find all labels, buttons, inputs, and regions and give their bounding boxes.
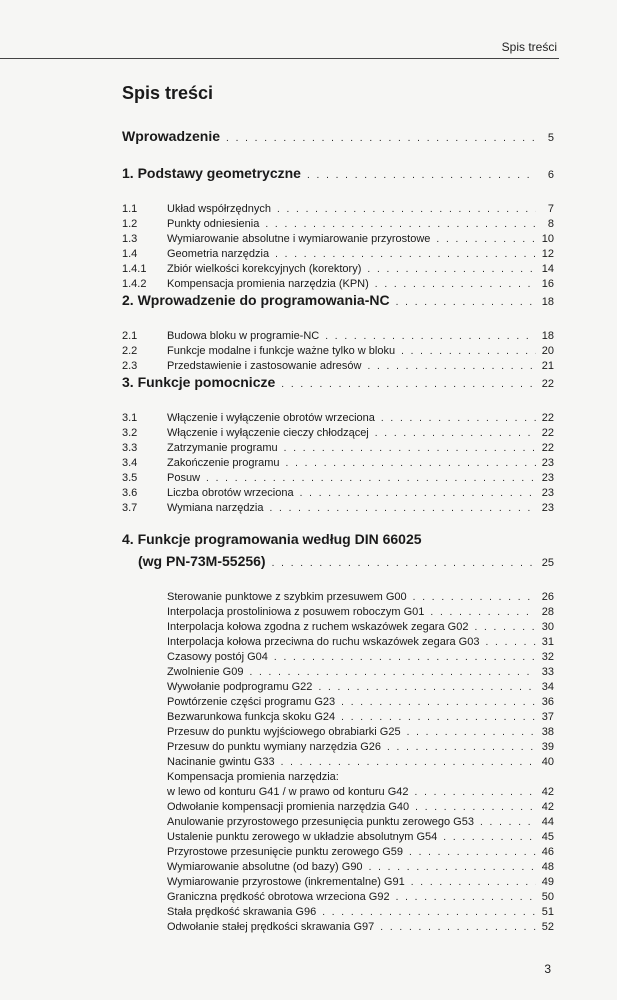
toc-page-number: 21	[541, 360, 554, 372]
toc-leader	[411, 875, 536, 890]
toc-leader	[367, 262, 536, 277]
toc-entry	[122, 620, 554, 635]
toc-entry	[122, 232, 554, 247]
toc-entry	[122, 800, 554, 815]
toc-leader	[396, 890, 536, 905]
toc-page-number: 16	[541, 278, 554, 290]
toc-entry	[122, 262, 554, 277]
toc-entry	[122, 605, 554, 620]
toc-leader	[375, 277, 536, 292]
toc-entry	[122, 845, 554, 860]
toc-section-number: 1.1	[122, 203, 138, 215]
toc-entry-label: Powtórzenie części programu G23	[167, 696, 336, 708]
toc-entry	[122, 635, 554, 650]
toc-entry-label: Wymiarowanie absolutne i wymiarowanie przyrostowe	[167, 233, 431, 245]
toc-page-number: 18	[541, 296, 554, 308]
header-rule	[0, 58, 559, 59]
toc-entry-label: Odwołanie kompensacji promienia narzędzia G40	[167, 801, 410, 813]
toc-entry	[122, 875, 554, 890]
toc-entry	[122, 344, 554, 359]
toc-entry-label: Anulowanie przyrostowego przesunięcia punktu zerowego G53	[167, 816, 474, 828]
toc-page-number: 34	[541, 681, 554, 693]
toc-entry-label: Bezwarunkowa funkcja skoku G24	[167, 711, 336, 723]
toc-leader	[409, 845, 536, 860]
toc-leader	[272, 558, 536, 569]
toc-page-number: 38	[541, 726, 554, 738]
toc-leader	[380, 920, 536, 935]
toc-entry-label: Punkty odniesienia	[167, 218, 260, 230]
toc-entry	[122, 920, 554, 935]
toc-entry	[122, 905, 554, 920]
toc-page-number: 39	[541, 741, 554, 753]
toc-entry	[122, 890, 554, 905]
toc-page-number: 33	[541, 666, 554, 678]
toc-entry	[122, 426, 554, 441]
toc-entry-label: Stała prędkość skrawania G96	[167, 906, 317, 918]
toc-page-number: 46	[541, 846, 554, 858]
toc-entry-label: Odwołanie stałej prędkości skrawania G97	[167, 921, 375, 933]
toc-chapter-label: 4. Funkcje programowania według DIN 66025	[122, 531, 422, 547]
toc-leader	[396, 297, 536, 308]
toc-spacer	[122, 516, 554, 531]
toc-leader	[277, 202, 536, 217]
toc-page-number: 5	[547, 132, 554, 144]
toc-page-number: 36	[541, 696, 554, 708]
toc-page-number: 28	[541, 606, 554, 618]
toc-page-number: 22	[541, 427, 554, 439]
toc-entry-label: Zbiór wielkości korekcyjnych (korektory)	[167, 263, 362, 275]
toc-leader	[367, 359, 536, 374]
toc-page-number: 20	[541, 345, 554, 357]
toc-chapter	[122, 553, 554, 575]
toc-entry	[122, 710, 554, 725]
toc-entry-label: Budowa bloku w programie-NC	[167, 330, 320, 342]
toc-section-number: 1.4.2	[122, 278, 147, 290]
toc-entry-label: Zatrzymanie programu	[167, 442, 278, 454]
toc-section-number: 3.5	[122, 472, 138, 484]
toc-entry	[122, 247, 554, 262]
toc-entry	[122, 277, 554, 292]
table-of-contents	[122, 128, 554, 935]
toc-entry-label: Sterowanie punktowe z szybkim przesuwem G00	[167, 591, 407, 603]
toc-entry	[122, 501, 554, 516]
toc-page-number: 37	[541, 711, 554, 723]
toc-entry	[122, 456, 554, 471]
toc-page-number: 14	[541, 263, 554, 275]
toc-page-number: 8	[547, 218, 554, 230]
toc-section-number: 3.7	[122, 502, 138, 514]
toc-leader	[413, 590, 536, 605]
toc-entry-label: Przesuw do punktu wymiany narzędzia G26	[167, 741, 381, 753]
toc-leader	[325, 329, 536, 344]
toc-spacer	[122, 575, 554, 590]
toc-leader	[387, 740, 536, 755]
toc-section-number: 3.3	[122, 442, 138, 454]
toc-page-number: 10	[541, 233, 554, 245]
toc-page-number: 7	[547, 203, 554, 215]
toc-entry-label: Posuw	[167, 472, 201, 484]
toc-leader	[415, 800, 536, 815]
toc-section-number: 2.3	[122, 360, 138, 372]
toc-entry-label: Zwolnienie G09	[167, 666, 244, 678]
toc-page-number: 49	[541, 876, 554, 888]
toc-entry	[122, 695, 554, 710]
toc-chapter	[122, 374, 554, 396]
toc-entry-label: Interpolacja kołowa przeciwna do ruchu wskazówek zegara G03	[167, 636, 480, 648]
toc-page-number: 42	[541, 801, 554, 813]
toc-leader	[436, 232, 536, 247]
toc-entry	[122, 830, 554, 845]
toc-entry-label: Wywołanie podprogramu G22	[167, 681, 313, 693]
toc-leader	[300, 486, 536, 501]
toc-page-number: 45	[541, 831, 554, 843]
toc-page-number: 22	[541, 378, 554, 390]
running-head: Spis treści	[501, 40, 557, 54]
toc-entry-label: Graniczna prędkość obrotowa wrzeciona G92	[167, 891, 390, 903]
toc-entry	[122, 680, 554, 695]
toc-leader	[265, 217, 536, 232]
toc-leader	[415, 785, 536, 800]
toc-entry	[122, 815, 554, 830]
toc-entry-label: Przesuw do punktu wyjściowego obrabiarki G25	[167, 726, 401, 738]
toc-entry-label: Wymiarowanie absolutne (od bazy) G90	[167, 861, 363, 873]
toc-entry-label: Kompensacja promienia narzędzia:	[167, 771, 339, 783]
toc-chapter-label: 2. Wprowadzenie do programowania-NC	[122, 292, 390, 308]
toc-entry	[122, 329, 554, 344]
toc-entry	[122, 486, 554, 501]
toc-entry-label: Liczba obrotów wrzeciona	[167, 487, 294, 499]
toc-entry-label: Funkcje modalne i funkcje ważne tylko w bloku	[167, 345, 396, 357]
toc-spacer	[122, 396, 554, 411]
toc-entry-label: Układ współrzędnych	[167, 203, 271, 215]
toc-entry-label: Włączenie i wyłączenie cieczy chłodzącej	[167, 427, 369, 439]
toc-entry	[122, 202, 554, 217]
toc-section-number: 3.4	[122, 457, 138, 469]
toc-entry-label: Zakończenie programu	[167, 457, 280, 469]
toc-page-number: 32	[541, 651, 554, 663]
toc-leader	[322, 905, 536, 920]
toc-page-number: 6	[547, 169, 554, 181]
toc-leader	[381, 411, 536, 426]
toc-entry	[122, 755, 554, 770]
toc-leader	[206, 471, 536, 486]
toc-leader	[480, 815, 536, 830]
toc-entry-label: Wymiarowanie przyrostowe (inkrementalne) G91	[167, 876, 405, 888]
toc-leader	[249, 665, 536, 680]
toc-page-number: 22	[541, 412, 554, 424]
toc-chapter-label: (wg PN-73M-55256)	[138, 553, 266, 569]
toc-page-number: 51	[541, 906, 554, 918]
toc-page-number: 52	[541, 921, 554, 933]
toc-leader	[307, 170, 536, 181]
toc-chapter	[122, 165, 554, 187]
toc-entry	[122, 359, 554, 374]
toc-section-number: 3.1	[122, 412, 138, 424]
toc-entry-label: Ustalenie punktu zerowego w układzie absolutnym G54	[167, 831, 438, 843]
toc-entry	[122, 860, 554, 875]
toc-chapter-label: 1. Podstawy geometryczne	[122, 165, 301, 181]
toc-chapter	[122, 128, 554, 150]
toc-spacer	[122, 314, 554, 329]
toc-entry-label: Interpolacja kołowa zgodna z ruchem wskazówek zegara G02	[167, 621, 469, 633]
toc-section-number: 1.4	[122, 248, 138, 260]
toc-entry	[122, 725, 554, 740]
toc-leader	[375, 426, 536, 441]
toc-page-number: 30	[541, 621, 554, 633]
toc-chapter-label: Wprowadzenie	[122, 128, 221, 144]
toc-section-number: 2.2	[122, 345, 138, 357]
toc-page-number: 22	[541, 442, 554, 454]
toc-entry	[122, 650, 554, 665]
toc-chapter	[122, 292, 554, 314]
page-title: Spis treści	[122, 83, 214, 103]
toc-entry-label: Geometria narzędzia	[167, 248, 270, 260]
toc-entry	[122, 471, 554, 486]
toc-leader	[485, 635, 536, 650]
toc-leader	[281, 379, 536, 390]
toc-page-number: 40	[541, 756, 554, 768]
toc-leader	[443, 830, 536, 845]
toc-page-number: 23	[541, 457, 554, 469]
toc-entry-label: Interpolacja prostoliniowa z posuwem roboczym G01	[167, 606, 425, 618]
toc-section-number: 1.2	[122, 218, 138, 230]
toc-leader	[275, 247, 536, 262]
toc-entry-label: Kompensacja promienia narzędzia (KPN)	[167, 278, 369, 290]
toc-entry	[122, 590, 554, 605]
toc-entry	[122, 785, 554, 800]
toc-chapter-label: 3. Funkcje pomocnicze	[122, 374, 276, 390]
toc-page-number: 50	[541, 891, 554, 903]
toc-page-number: 31	[541, 636, 554, 648]
toc-section-number: 3.6	[122, 487, 138, 499]
toc-entry	[122, 740, 554, 755]
toc-page-number: 26	[541, 591, 554, 603]
toc-entry-label: Przyrostowe przesunięcie punktu zerowego G59	[167, 846, 404, 858]
toc-chapter	[122, 531, 554, 553]
toc-section-number: 3.2	[122, 427, 138, 439]
toc-leader	[341, 695, 536, 710]
toc-leader	[274, 650, 536, 665]
toc-section-number: 1.3	[122, 233, 138, 245]
toc-page-number: 23	[541, 487, 554, 499]
toc-spacer	[122, 150, 554, 165]
toc-entry	[122, 411, 554, 426]
toc-entry-label: Wymiana narzędzia	[167, 502, 264, 514]
toc-leader	[270, 501, 537, 516]
toc-entry	[122, 441, 554, 456]
toc-leader	[281, 755, 536, 770]
toc-entry	[122, 217, 554, 232]
toc-entry-label: Przedstawienie i zastosowanie adresów	[167, 360, 362, 372]
toc-leader	[474, 620, 536, 635]
toc-entry-label: Czasowy postój G04	[167, 651, 268, 663]
toc-leader	[284, 441, 536, 456]
toc-page-number: 44	[541, 816, 554, 828]
toc-page-number: 18	[541, 330, 554, 342]
toc-entry-label: Włączenie i wyłączenie obrotów wrzeciona	[167, 412, 375, 424]
toc-spacer	[122, 187, 554, 202]
toc-leader	[369, 860, 536, 875]
toc-page-number: 23	[541, 472, 554, 484]
toc-entry-label: Nacinanie gwintu G33	[167, 756, 275, 768]
toc-page-number: 25	[541, 557, 554, 569]
toc-entry	[122, 665, 554, 680]
page-number: 3	[544, 962, 551, 976]
toc-page-number: 42	[541, 786, 554, 798]
toc-leader	[401, 344, 536, 359]
toc-leader	[286, 456, 536, 471]
toc-leader	[226, 133, 536, 144]
toc-page-number: 48	[541, 861, 554, 873]
toc-leader	[407, 725, 536, 740]
toc-page-number: 23	[541, 502, 554, 514]
toc-section-number: 1.4.1	[122, 263, 147, 275]
toc-leader	[318, 680, 536, 695]
toc-entry-label: w lewo od konturu G41 / w prawo od konturu G42	[167, 786, 409, 798]
toc-section-number: 2.1	[122, 330, 138, 342]
toc-page-number: 12	[541, 248, 554, 260]
toc-leader	[341, 710, 536, 725]
toc-entry	[122, 770, 554, 785]
toc-leader	[430, 605, 536, 620]
